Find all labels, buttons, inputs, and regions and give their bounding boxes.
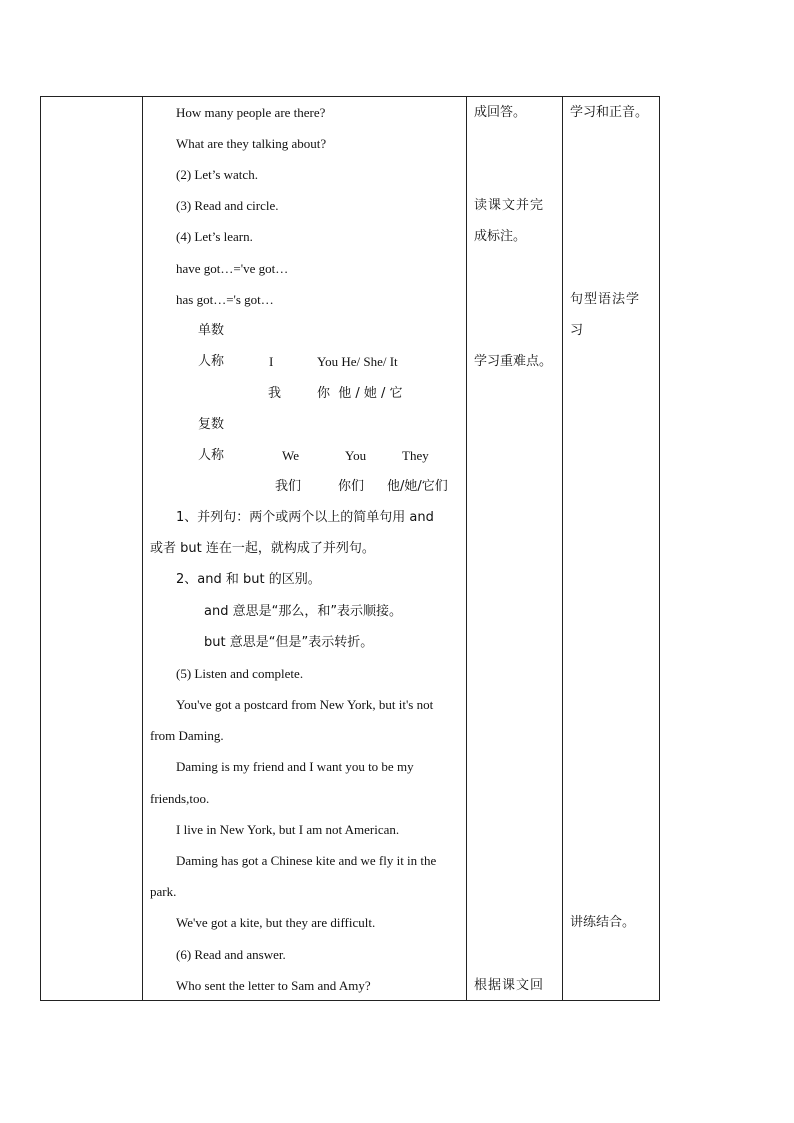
content-line: How many people are there? (176, 105, 326, 120)
pronoun-i-cn: 我 (268, 386, 282, 401)
content-line: from Daming. (150, 728, 224, 743)
pronoun-you-plural-cn: 你们 (338, 479, 365, 494)
activity-line: 成回答。 (474, 105, 527, 120)
content-line: have got…='ve got… (176, 261, 289, 276)
content-line: park. (150, 884, 177, 899)
column-divider-1 (142, 97, 143, 1000)
activity-line: 成标注。 (474, 229, 527, 244)
intent-line: 习 (570, 323, 584, 338)
content-line: friends,too. (150, 791, 210, 806)
content-line: (5) Listen and complete. (176, 666, 304, 681)
pronoun-we: We (282, 448, 299, 463)
pronoun-we-cn: 我们 (275, 479, 302, 494)
plural-label: 复数 (198, 417, 225, 432)
content-line: Daming is my friend and I want you to be my (176, 759, 414, 774)
content-line: and 意思是“那么，和”表示顺接。 (204, 604, 403, 619)
content-line: 或者 but 连在一起，就构成了并列句。 (150, 541, 375, 556)
content-line: (6) Read and answer. (176, 947, 286, 962)
pronoun-you-he-she-it: You He/ She/ It (317, 354, 398, 369)
intent-line: 句型语法学 (570, 292, 641, 307)
content-line: has got…='s got… (176, 292, 274, 307)
intent-line: 讲练结合。 (570, 915, 636, 930)
person-label: 人称 (198, 354, 225, 369)
content-line: 2、and 和 but 的区别。 (176, 572, 321, 587)
activity-line: 根据课文回 (474, 978, 545, 993)
pronoun-you-plural: You (345, 448, 367, 463)
column-divider-3 (562, 97, 563, 1000)
intent-line: 学习和正音。 (570, 105, 649, 120)
pronoun-you-he-she-it-cn: 你 他 / 她 / 它 (317, 386, 403, 401)
column-divider-2 (466, 97, 467, 1000)
content-line: but 意思是“但是”表示转折。 (204, 635, 374, 650)
content-line: What are they talking about? (176, 136, 327, 151)
content-line: (2) Let’s watch. (176, 167, 258, 182)
content-line: (4) Let’s learn. (176, 229, 253, 244)
pronoun-i: I (269, 354, 274, 369)
content-line: 1、并列句：两个或两个以上的简单句用 and (176, 510, 434, 525)
content-line: Daming has got a Chinese kite and we fly it in the (176, 853, 437, 868)
person-label-plural: 人称 (198, 448, 225, 463)
activity-line: 读课文并完 (474, 198, 545, 213)
content-line: (3) Read and circle. (176, 198, 279, 213)
singular-label: 单数 (198, 323, 225, 338)
pronoun-they-cn: 他/她/它们 (387, 479, 448, 494)
content-line: Who sent the letter to Sam and Amy? (176, 978, 371, 993)
pronoun-they: They (402, 448, 429, 463)
content-line: You've got a postcard from New York, but it's not (176, 697, 434, 712)
content-line: I live in New York, but I am not American. (176, 822, 400, 837)
content-line: We've got a kite, but they are difficult. (176, 915, 376, 930)
activity-line: 学习重难点。 (474, 354, 553, 369)
